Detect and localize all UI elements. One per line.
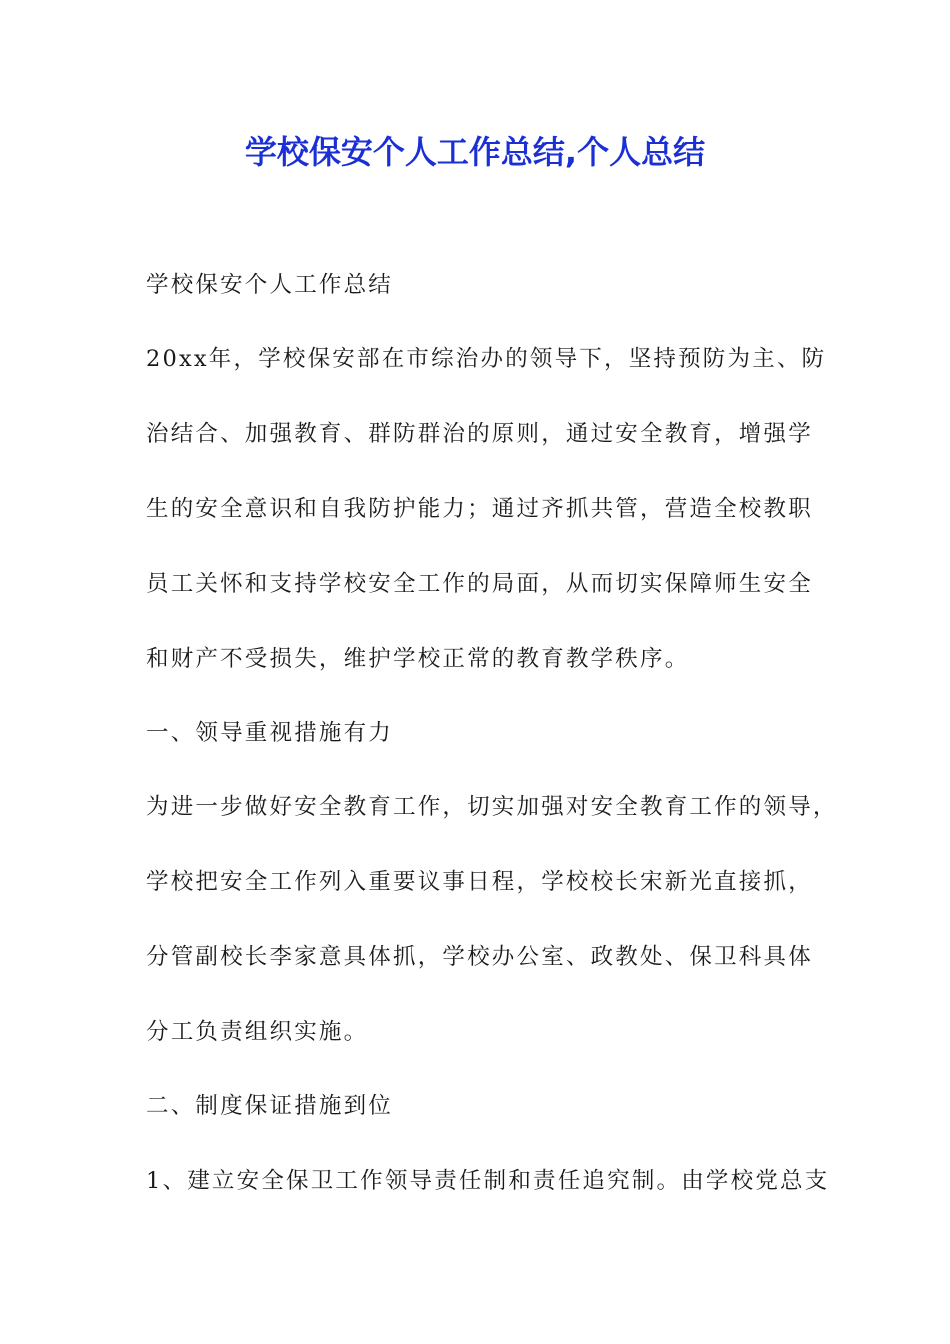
paragraph-line: 分管副校长李家意具体抓，学校办公室、政教处、保卫科具体 [146, 944, 813, 970]
document-title: 学校保安个人工作总结,个人总结 [244, 133, 706, 171]
paragraph-line: 学校把安全工作列入重要议事日程，学校校长宋新光直接抓， [146, 869, 813, 895]
paragraph-line: 员工关怀和支持学校安全工作的局面，从而切实保障师生安全 [146, 571, 813, 597]
paragraph-line: 和财产不受损失，维护学校正常的教育教学秩序。 [146, 646, 690, 672]
section-heading: 二、制度保证措施到位 [146, 1093, 394, 1119]
paragraph-line: 为进一步做好安全教育工作，切实加强对安全教育工作的领导， [146, 794, 838, 820]
section-heading: 一、领导重视措施有力 [146, 720, 394, 746]
paragraph-line: 生的安全意识和自我防护能力；通过齐抓共管，营造全校教职 [146, 496, 813, 522]
section-heading: 学校保安个人工作总结 [146, 272, 394, 298]
paragraph-line: 分工负责组织实施。 [146, 1019, 369, 1045]
paragraph-line: 1、建立安全保卫工作领导责任制和责任追究制。由学校党总支 [146, 1168, 830, 1194]
paragraph-line: 治结合、加强教育、群防群治的原则，通过安全教育，增强学 [146, 421, 813, 447]
paragraph-line: 20xx年，学校保安部在市综治办的领导下，坚持预防为主、防 [146, 346, 827, 372]
